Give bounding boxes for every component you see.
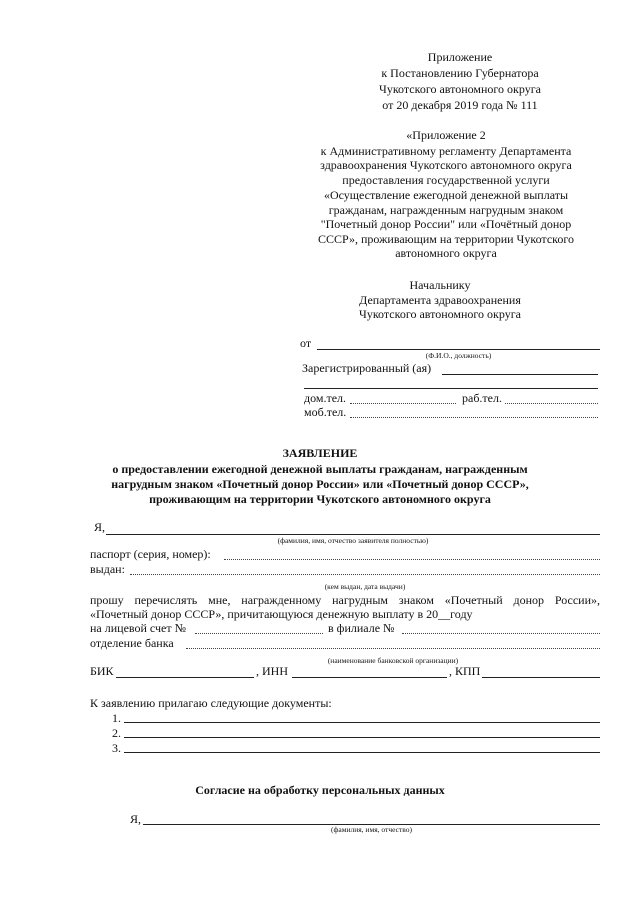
branch-label: в филиале № — [328, 621, 395, 635]
attachment-number: 1. — [112, 711, 121, 725]
account-label: на лицевой счет № — [90, 621, 187, 635]
attachment-number: 2. — [112, 726, 121, 740]
work-phone-label: раб.тел. — [462, 391, 502, 405]
registered-label: Зарегистрированный (ая) — [302, 361, 432, 375]
regulation-line: предоставления государственной услуги — [342, 173, 550, 187]
home-phone-field[interactable] — [350, 403, 456, 404]
i-label: Я, — [94, 520, 106, 534]
branch-field[interactable] — [402, 633, 600, 634]
regulation-line: здравоохранения Чукотского автономного округа — [320, 158, 572, 172]
consent-fio-hint: (фамилия, имя, отчество) — [331, 825, 412, 834]
statement-subtitle-line: нагрудным знаком «Почетный донор России» или «Почетный донор СССР», — [111, 477, 529, 491]
issued-label: выдан: — [90, 562, 125, 576]
regulation-line: гражданам, награжденным нагрудным знаком — [328, 203, 564, 217]
appendix-line: от 20 декабря 2019 года № 111 — [382, 98, 538, 112]
passport-label: паспорт (серия, номер): — [90, 547, 211, 561]
fullname-field[interactable] — [106, 534, 600, 535]
passport-field[interactable] — [224, 559, 600, 560]
attachment-field-3[interactable] — [124, 752, 600, 753]
request-line-2: «Почетный донор СССР», причитающуюся денежную выплату в 20__году — [90, 607, 473, 621]
regulation-line: "Почетный донор России" или «Почётный донор — [320, 217, 572, 231]
request-line-1: прошу перечислять мне, награжденному нагрудным знаком «Почетный донор России», — [90, 593, 600, 607]
regulation-line: к Административному регламенту Департамента — [320, 144, 572, 158]
attachment-field-2[interactable] — [124, 737, 600, 738]
inn-field[interactable] — [292, 677, 447, 678]
from-label: от — [300, 336, 312, 350]
addressee-line: Чукотского автономного округа — [359, 307, 521, 321]
consent-title: Согласие на обработку персональных данных — [195, 783, 445, 797]
mobile-phone-field[interactable] — [350, 417, 598, 418]
work-phone-field[interactable] — [505, 403, 598, 404]
bank-field[interactable] — [186, 648, 600, 649]
statement-title: ЗАЯВЛЕНИЕ — [282, 446, 358, 460]
kpp-label: , КПП — [449, 664, 481, 678]
kpp-field[interactable] — [482, 677, 600, 678]
registered-field-2[interactable] — [304, 388, 598, 389]
regulation-line: «Приложение 2 — [406, 128, 486, 142]
appendix-line: Приложение — [427, 50, 493, 64]
regulation-line: «Осуществление ежегодной денежной выплаты — [323, 188, 569, 202]
from-field[interactable] — [317, 349, 600, 350]
regulation-line: автономного округа — [395, 246, 497, 260]
statement-subtitle-line: о предоставлении ежегодной денежной выплаты гражданам, награжденным — [112, 462, 528, 476]
bank-label: отделение банка — [90, 636, 174, 650]
issued-hint: (кем выдан, дата выдачи) — [324, 582, 406, 591]
appendix-line: Чукотского автономного округа — [379, 82, 541, 96]
registered-field[interactable] — [442, 374, 598, 375]
inn-label: , ИНН — [256, 664, 288, 678]
mobile-phone-label: моб.тел. — [304, 405, 347, 419]
attachment-field-1[interactable] — [124, 722, 600, 723]
addressee-line: Департамента здравоохранения — [359, 293, 521, 307]
attachments-intro: К заявлению прилагаю следующие документы: — [90, 696, 332, 710]
fio-hint: (Ф.И.О., должность) — [425, 351, 492, 360]
consent-i-label: Я, — [130, 812, 142, 826]
bank-hint: (наименование банковской организации) — [327, 656, 459, 665]
bik-label: БИК — [90, 664, 114, 678]
regulation-line: СССР», проживающим на территории Чукотского — [318, 232, 574, 246]
fullname-hint: (фамилия, имя, отчество заявителя полностью) — [277, 536, 429, 545]
account-field[interactable] — [195, 633, 323, 634]
attachment-number: 3. — [112, 741, 121, 755]
bik-field[interactable] — [116, 677, 254, 678]
appendix-line: к Постановлению Губернатора — [381, 66, 539, 80]
addressee-line: Начальнику — [409, 278, 471, 292]
issued-field[interactable] — [130, 574, 600, 575]
home-phone-label: дом.тел. — [304, 391, 347, 405]
statement-subtitle-line: проживающим на территории Чукотского автономного округа — [149, 492, 491, 506]
